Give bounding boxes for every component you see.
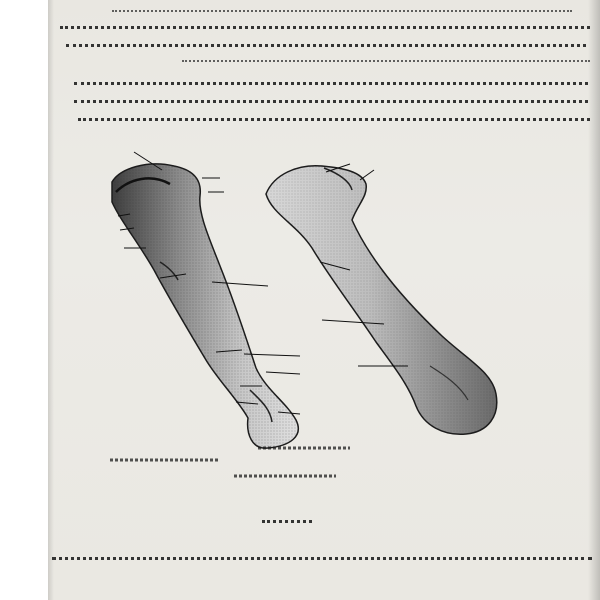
right-femur	[266, 166, 497, 435]
left-femur	[112, 164, 298, 448]
text-line	[182, 60, 590, 62]
femur-figure	[90, 130, 510, 490]
binding-fold-shadow	[588, 0, 600, 600]
text-line	[60, 26, 590, 29]
text-line	[66, 44, 586, 47]
text-line	[74, 100, 588, 103]
figure-number	[262, 520, 312, 523]
text-line	[52, 557, 592, 560]
page-edge-shadow	[48, 0, 54, 600]
text-line	[78, 118, 590, 121]
text-line	[74, 82, 588, 85]
text-line	[112, 10, 572, 12]
figure-captions	[110, 448, 350, 476]
